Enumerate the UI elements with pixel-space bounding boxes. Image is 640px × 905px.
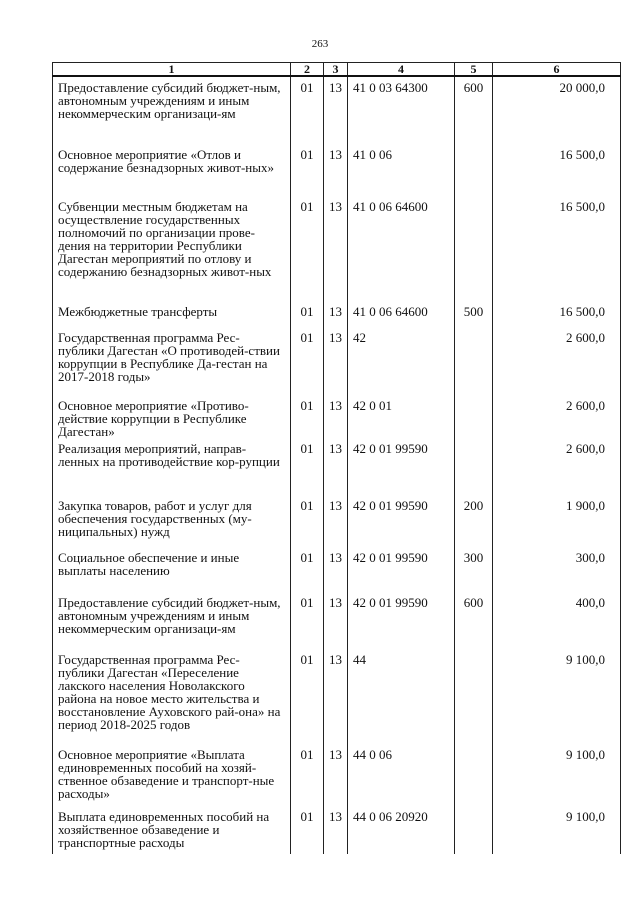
row-section: 01 — [291, 744, 324, 806]
row-amount: 2 600,0 — [493, 438, 621, 495]
row-section: 01 — [291, 395, 324, 438]
row-amount: 2 600,0 — [493, 395, 621, 438]
row-target-article: 42 0 01 99590 — [348, 495, 455, 547]
row-amount: 9 100,0 — [493, 744, 621, 806]
header-col-2: 2 — [291, 63, 324, 77]
row-target-article: 42 0 01 99590 — [348, 438, 455, 495]
row-amount: 1 900,0 — [493, 495, 621, 547]
row-expense-type — [455, 744, 493, 806]
row-target-article: 41 0 06 64600 — [348, 301, 455, 327]
row-expense-type — [455, 327, 493, 395]
header-col-5: 5 — [455, 63, 493, 77]
row-target-article: 44 — [348, 649, 455, 744]
row-target-article: 42 0 01 99590 — [348, 547, 455, 592]
row-amount: 16 500,0 — [493, 144, 621, 196]
row-target-article: 42 — [348, 327, 455, 395]
row-section: 01 — [291, 301, 324, 327]
row-name: Государственная программа Рес-публики Дагестан «Переселение лакского населения Новолакского района на новое место жительства и восстановление Ауховского рай-она» на период 2018-2025 годов — [53, 649, 291, 744]
row-expense-type — [455, 438, 493, 495]
row-subsection: 13 — [324, 301, 348, 327]
header-row — [53, 63, 621, 77]
table-row — [53, 495, 621, 547]
row-name: Закупка товаров, работ и услуг для обеспечения государственных (му-ниципальных) нужд — [53, 495, 291, 547]
table-row — [53, 592, 621, 649]
row-section: 01 — [291, 76, 324, 144]
row-amount: 300,0 — [493, 547, 621, 592]
row-name: Межбюджетные трансферты — [53, 301, 291, 327]
budget-table — [52, 62, 621, 854]
table-row — [53, 327, 621, 395]
row-expense-type — [455, 649, 493, 744]
row-name: Основное мероприятие «Выплата единовременных пособий на хозяй-ственное обзаведение и транспорт-ные расходы» — [53, 744, 291, 806]
header-col-6: 6 — [493, 63, 621, 77]
row-subsection: 13 — [324, 806, 348, 854]
row-amount: 2 600,0 — [493, 327, 621, 395]
row-subsection: 13 — [324, 649, 348, 744]
row-subsection: 13 — [324, 744, 348, 806]
row-subsection: 13 — [324, 76, 348, 144]
row-section: 01 — [291, 196, 324, 301]
row-expense-type: 600 — [455, 592, 493, 649]
row-expense-type: 600 — [455, 76, 493, 144]
row-amount: 16 500,0 — [493, 196, 621, 301]
row-target-article: 41 0 06 64600 — [348, 196, 455, 301]
row-section: 01 — [291, 144, 324, 196]
row-section: 01 — [291, 327, 324, 395]
page-number: 263 — [311, 38, 329, 50]
table-row — [53, 438, 621, 495]
row-name: Реализация мероприятий, направ-ленных на противодействие кор-рупции — [53, 438, 291, 495]
row-name: Выплата единовременных пособий на хозяйственное обзаведение и транспортные расходы — [53, 806, 291, 854]
row-expense-type — [455, 144, 493, 196]
table-row — [53, 547, 621, 592]
row-target-article: 41 0 03 64300 — [348, 76, 455, 144]
row-name: Основное мероприятие «Отлов и содержание безнадзорных живот-ных» — [53, 144, 291, 196]
row-subsection: 13 — [324, 495, 348, 547]
row-target-article: 44 0 06 20920 — [348, 806, 455, 854]
row-name: Предоставление субсидий бюджет-ным, автономным учреждениям и иным некоммерческим организаци-ям — [53, 592, 291, 649]
row-amount: 9 100,0 — [493, 649, 621, 744]
row-subsection: 13 — [324, 327, 348, 395]
row-subsection: 13 — [324, 592, 348, 649]
table-row — [53, 744, 621, 806]
row-section: 01 — [291, 806, 324, 854]
row-subsection: 13 — [324, 196, 348, 301]
row-amount: 9 100,0 — [493, 806, 621, 854]
row-name: Субвенции местным бюджетам на осуществление государственных полномочий по организации прове-дения на территории Республики Дагестан мероприятий по отлову и содержанию безнадзорных живот-ных — [53, 196, 291, 301]
row-subsection: 13 — [324, 438, 348, 495]
row-section: 01 — [291, 547, 324, 592]
row-expense-type — [455, 395, 493, 438]
table-row — [53, 76, 621, 144]
row-target-article: 42 0 01 99590 — [348, 592, 455, 649]
row-target-article: 42 0 01 — [348, 395, 455, 438]
row-amount: 16 500,0 — [493, 301, 621, 327]
row-subsection: 13 — [324, 395, 348, 438]
table-row — [53, 196, 621, 301]
row-section: 01 — [291, 592, 324, 649]
row-amount: 400,0 — [493, 592, 621, 649]
table-row — [53, 806, 621, 854]
row-target-article: 41 0 06 — [348, 144, 455, 196]
table-row — [53, 395, 621, 438]
table-row — [53, 144, 621, 196]
header-col-1: 1 — [53, 63, 291, 77]
row-target-article: 44 0 06 — [348, 744, 455, 806]
row-expense-type — [455, 806, 493, 854]
table-row — [53, 301, 621, 327]
row-name: Социальное обеспечение и иные выплаты населению — [53, 547, 291, 592]
row-subsection: 13 — [324, 547, 348, 592]
row-section: 01 — [291, 649, 324, 744]
row-expense-type: 300 — [455, 547, 493, 592]
row-expense-type: 500 — [455, 301, 493, 327]
header-col-3: 3 — [324, 63, 348, 77]
row-name: Предоставление субсидий бюджет-ным, автономным учреждениям и иным некоммерческим организаци-ям — [53, 76, 291, 144]
row-subsection: 13 — [324, 144, 348, 196]
row-section: 01 — [291, 495, 324, 547]
row-expense-type: 200 — [455, 495, 493, 547]
row-name: Основное мероприятие «Противо-действие коррупции в Республике Дагестан» — [53, 395, 291, 438]
header-col-4: 4 — [348, 63, 455, 77]
row-amount: 20 000,0 — [493, 76, 621, 144]
row-section: 01 — [291, 438, 324, 495]
row-name: Государственная программа Рес-публики Дагестан «О противодей-ствии коррупции в Республике Да-гестан на 2017-2018 годы» — [53, 327, 291, 395]
row-expense-type — [455, 196, 493, 301]
table-row — [53, 649, 621, 744]
